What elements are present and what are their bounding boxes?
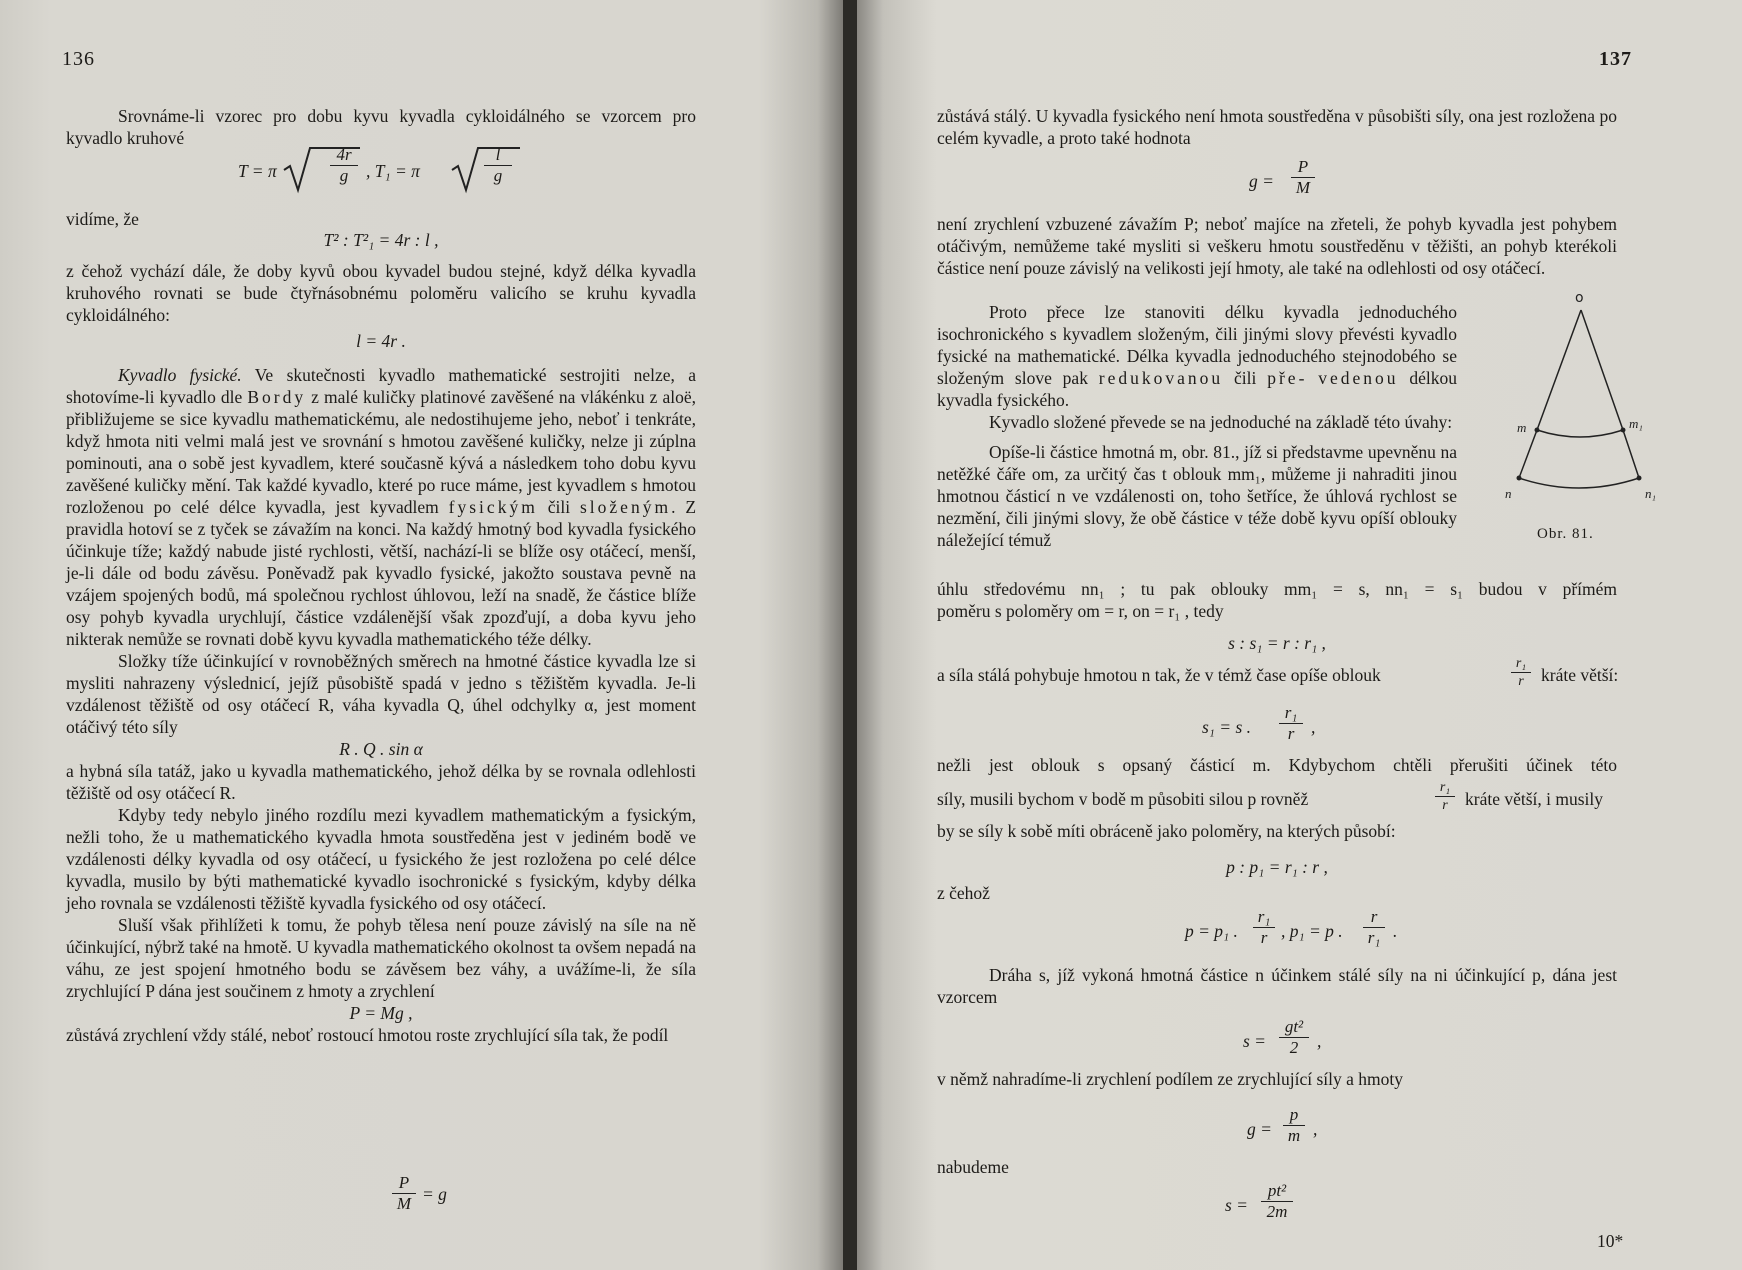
formula-p-p1: p : p₁ = r₁ : r , — [1226, 857, 1328, 877]
line-r7: nežli jest oblouk s opsaný částicí m. Kdybychom chtěli přerušiti účinek této — [937, 755, 1617, 775]
formula-P-Mg: P = Mg , — [349, 1003, 413, 1023]
formula-s1-fraction — [1279, 704, 1303, 743]
formula-T1-lhs: , T₁ = π — [366, 161, 420, 181]
paragraph-4: a hybná síla tatáž, jako u kyvadla mathematického, jehož délka by se rovnala odlehlosti těžiště od osy otáčecí R. — [66, 761, 696, 803]
paragraph-r1 — [937, 105, 1617, 149]
formula-pt-den: 2m — [1266, 1202, 1288, 1221]
formula-pt-fraction — [1261, 1182, 1293, 1221]
paragraph-r2-block — [937, 213, 1617, 279]
fraction-P-M — [392, 1174, 416, 1213]
line-r5-3: poměru s poloměry om = r, on = r₁ , tedy — [937, 601, 1224, 621]
line-r6-post: kráte větší: — [1541, 665, 1619, 685]
formula-s-tail: , — [1317, 1031, 1322, 1051]
formula-p-fraction — [1253, 908, 1275, 947]
formula-s1-tail: , — [1311, 717, 1316, 737]
paragraph-7: zůstává zrychlení vždy stálé, neboť rostoucí hmotou roste zrychlující síla tak, že podíl — [66, 1025, 669, 1045]
term-redukovanou: redukovanou — [1098, 368, 1224, 388]
line-r5-2: úhlu středovému nn₁ ; tu pak oblouky mm₁ = s, nn₁ = s₁ budou v přímém — [937, 579, 1617, 599]
paragraph-5: Kdyby tedy nebylo jiného rozdílu mezi kyvadlem mathematickým a fysickým, nežli toho, že u mathematického kyvadla hmota soustředěna jest v jediném bodě ve vzdálenosti délky kyvadla od osy otáčecí, u fysického že jest rozložena po celé délce kyvadla, musilo by býti mathematické kyvadlo isochronické s fysickým, kdyby délka jeho rovnala se vzdálenosti těžiště kyvadla fysického od osy otáčecí. — [66, 805, 696, 913]
name-borda: Bordy — [247, 387, 307, 407]
paragraph-r3b: délkou kyvadla fysického. — [937, 368, 1458, 410]
formula-l-equals-4r: l = 4r . — [356, 331, 406, 351]
paragraph-6: Sluší však přihlížeti k tomu, že pohyb tělesa není pouze závislý na síle na ně účinkující, nýbrž také na hmotě. U kyvadla mathematického okolnost ta ovšem nepadá na váhu, ze jest spojení hmotného bodu se závěsem bez váhy, a uvážíme-li, že síla zrychlující P dána jest součinem z hmoty a zrychlení — [66, 915, 696, 1001]
fraction-r6-den: r — [1518, 674, 1524, 689]
formula-s1-lhs: s₁ = s . — [1202, 717, 1252, 737]
formula-gpm-tail: , — [1313, 1119, 1318, 1139]
paragraph-2a: Ve skutečnosti kyvadlo mathematické sestrojiti nelze, a shotovíme-li kyvadlo dle — [66, 365, 696, 407]
formula-g-num: P — [1297, 157, 1309, 176]
paragraph-r10: Dráha s, jíž vykoná hmotná částice n účinkem stálé síly na ni účinkující p, dána jest vzorcem — [937, 965, 1617, 1007]
formula-gpm-den: m — [1287, 1126, 1301, 1145]
formula-T1-den: g — [493, 166, 503, 185]
section-heading: Kyvadlo fysické. — [118, 365, 242, 385]
formula-T1-fraction — [484, 146, 512, 185]
fraction-r8-den: r — [1442, 798, 1448, 813]
word-cili: čili — [547, 497, 571, 517]
paragraph-3: Složky tíže účinkující v rovnoběžných směrech na hmotné částice kyvadla lze si mysliti nahrazeny výslednicí, jejíž působiště spadá v jedno s těžištěm kyvadla. Je-li vzdálenost těžiště od osy otáčecí R, váha kyvadla Q, úhel odchylky α, jest moment otáčivý této síly — [66, 651, 696, 737]
fraction-r8-num: r₁ — [1439, 780, 1451, 795]
formula-p1-tail: . — [1393, 921, 1398, 941]
formula-ratio: T² : T²₁ = 4r : l , — [323, 230, 439, 250]
left-page — [0, 0, 843, 1270]
formula-g-den: M — [1295, 178, 1311, 197]
fig-label-n1: n₁ — [1645, 486, 1657, 501]
paragraph-r2: není zrychlení vzbuzené závažím P; neboť majíce na zřeteli, že pohyb kyvadla jest pohybem otáčivým, nemůžeme také mysliti si veškeru hmotu soustředěnu v těžišti, an pohyb kterékoli částice není pouze závislý na velikosti její hmoty, ale také na odlehlosti od osy otáčecí. — [937, 214, 1617, 278]
formula-gpm-lhs: g = — [1247, 1119, 1272, 1139]
fraction-r8 — [1435, 780, 1455, 813]
formula-p1-num: r — [1370, 907, 1378, 926]
paragraph-r4: Kyvadlo složené převede se na jednoduché na základě této úvahy: — [989, 412, 1453, 432]
line-r9: by se síly k sobě míti obráceně jako poloměry, na kterých působí: — [937, 821, 1396, 841]
fig-label-m: m — [1517, 420, 1527, 435]
formula-p1-den: r₁ — [1367, 928, 1381, 947]
line-r8-post: kráte větší, i musily — [1465, 789, 1604, 809]
formula-s-num: gt² — [1284, 1017, 1304, 1036]
formula-p1-fraction — [1363, 908, 1385, 947]
term-pre: pře- — [1267, 368, 1308, 388]
paragraph-1: z čehož vychází dále, že doby kyvů obou kyvadel budou stejné, když délka kyvadla kruhového rovnati se bude čtyřnásobnému poloměru valicího se kruhu kyvadla cykloidálného: — [66, 261, 696, 325]
fraction-P-M-rhs: = g — [422, 1184, 447, 1204]
formula-T-lhs: T = π — [238, 161, 277, 181]
formula-moment: R . Q . sin α — [339, 739, 423, 759]
nabudeme: nabudeme — [937, 1157, 1009, 1177]
formula-s1-num: r₁ — [1284, 703, 1298, 722]
term-vedenou: vedenou — [1318, 368, 1399, 388]
right-page — [857, 0, 1742, 1270]
formula-g-lhs: g = — [1249, 171, 1274, 191]
formula-s-s1: s : s₁ = r : r₁ , — [1228, 633, 1326, 653]
fraction-P-M-den: M — [396, 1194, 412, 1213]
formula-pt-lhs: s = — [1225, 1195, 1248, 1215]
formula-T1-num: l — [495, 145, 501, 164]
fraction-P-M-num: P — [398, 1173, 410, 1192]
paragraph-r10-block — [937, 964, 1617, 1008]
vidime-text: vidíme, že — [66, 209, 139, 229]
figure-caption: Obr. 81. — [1537, 526, 1594, 542]
formula-p-num: r₁ — [1257, 907, 1271, 926]
formula-gpm-fraction — [1283, 1106, 1305, 1145]
word-cili-r: čili — [1234, 368, 1257, 388]
formula-p1-lhs: , p₁ = p . — [1281, 921, 1343, 941]
formula-T-den: g — [339, 166, 349, 185]
term-fysickym: fysickým — [448, 497, 538, 517]
formula-g-fraction — [1291, 158, 1315, 197]
formula-s1-den: r — [1287, 724, 1295, 743]
line-r6-pre: a síla stálá pohybuje hmotou n tak, že v témž čase opíše oblouk — [937, 665, 1381, 685]
paragraph-r3-block — [937, 301, 1457, 551]
paragraph-2b: z malé kuličky platinové zavěšené na vlákénku z aloë, přibližujeme se sice kyvadlu mathematickému, ale nedostihujeme jeho, neboť i tenkráte, když hmota niti velmi malá jest ve srovnání s hmotou zavěšené kuličky, nelze ji zúplna pominouti, ana o sobě jest kyvadlem, které současně kývá a následkem toho dobu kyvu zavěšené kuličky mění. Tak každé kyvadlo, které po ruce máme, jest kyvadlem s hmotou rozloženou po celé délce kyvadla, jest kyvadlem — [66, 387, 696, 517]
signature-mark: 10* — [1597, 1231, 1624, 1251]
intro-paragraph: Srovnáme-li vzorec pro dobu kyvu kyvadla cykloidálného se vzorcem pro kyvadlo kruhové — [66, 106, 696, 148]
formula-T-fraction — [330, 146, 358, 185]
paragraph-equal-periods — [66, 260, 696, 326]
paragraph-r3a: Proto přece lze stanoviti délku kyvadla jednoduchého isochronického s kyvadlem složeným, čili jinými slovy převésti kyvadlo fysické na mathematické. Délka kyvadla jednoduchého stejnodobého se složeným slove pak — [937, 302, 1457, 388]
formula-gpm-num: p — [1289, 1105, 1299, 1124]
book-gutter — [843, 0, 857, 1270]
formula-p-lhs: p = p₁ . — [1185, 921, 1238, 941]
formula-s-fraction — [1279, 1018, 1309, 1057]
paragraph-r1-text: zůstává stálý. U kyvadla fysického není hmota soustředěna v působišti síly, ona jest rozložena po celém kyvadle, a proto také hodnota — [937, 106, 1617, 148]
page-number-right: 137 — [1599, 48, 1632, 70]
fraction-r6 — [1511, 656, 1531, 689]
formula-s-den: 2 — [1289, 1038, 1299, 1057]
fig-label-n: n — [1505, 486, 1512, 501]
line-r8-pre: síly, musili bychom v bodě m působiti silou p rovněž — [937, 789, 1309, 809]
paragraph-r5: Opíše-li částice hmotná m, obr. 81., jíž si představme upevněnu na netěžké čáře om, za určitý čas t oblouk mm₁, můžeme ji nahraditi jinou hmotnou částicí n ve vzdálenosti on, toho šetříce, že úhlová rychlost se nezmění, čili jinými slovy, že obě částice v téže době kyvu opíší oblouky náležející témuž — [937, 442, 1457, 550]
term-slozenym: složeným — [579, 497, 672, 517]
formula-p-den: r — [1260, 928, 1268, 947]
fraction-r6-num: r₁ — [1515, 656, 1527, 671]
page-number-left: 136 — [62, 48, 95, 70]
formula-pt-num: pt² — [1267, 1181, 1287, 1200]
pendulum-diagram — [1489, 284, 1729, 544]
fig-label-m1: m₁ — [1629, 416, 1643, 431]
paragraph-2c: . Z pravidla hotoví se z tyček se závažím na konci. Na každý hmotný bod kyvadla fysického účinkuje tíže; každý nabude jisté rychlosti, větší, nachází-li se blíže osy otáčecí, menší, je-li dále od bodu závěsu. Poněvadž pak kyvadlo fysické, jakožto soustava pevně na vzájem spojených bodů, má společnou rychlost úhlovou, leží na snadě, že částice blíže osy pohyb kyvadla urychlují, částice vzdálenější však zpozďují, a doba kyvu jeho nikterak nemůže se rovnati době kyvu kyvadla mathematického téže délky. — [66, 497, 697, 649]
fig-label-o: o — [1575, 290, 1584, 306]
formula-T-num: 4r — [336, 145, 352, 164]
line-r11: v němž nahradíme-li zrychlení podílem ze zrychlující síly a hmoty — [937, 1069, 1404, 1089]
paragraph-physical-pendulum — [66, 364, 696, 1046]
formula-s-lhs: s = — [1243, 1031, 1266, 1051]
z-cehoz: z čehož — [937, 883, 990, 903]
